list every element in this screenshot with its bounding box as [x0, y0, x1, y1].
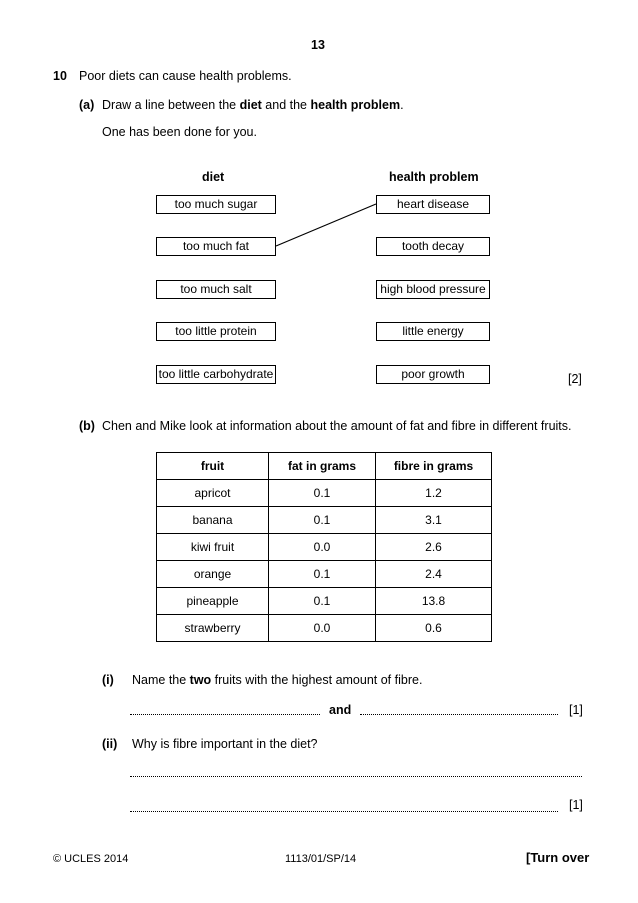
table-row [157, 534, 492, 561]
table-cell: 2.6 [376, 534, 492, 561]
instruction-text: and the [261, 98, 311, 112]
part-b-label: (b) [79, 419, 95, 433]
question-bold: two [189, 673, 212, 687]
diet-box[interactable]: too little protein [156, 322, 276, 341]
page-number: 13 [311, 38, 325, 52]
table-row [157, 588, 492, 615]
sub-ii-label: (ii) [102, 737, 118, 751]
instruction-bold-problem: health problem [310, 98, 401, 112]
question-number: 10 [53, 69, 67, 83]
table-cell: 3.1 [376, 507, 492, 534]
footer-copyright: © UCLES 2014 [53, 853, 129, 865]
answer-line-fruit-2[interactable] [360, 714, 558, 715]
sub-ii-marks: [1] [569, 798, 583, 812]
table-cell: 0.1 [269, 507, 376, 534]
diet-box[interactable]: too little carbohydrate [156, 365, 276, 384]
table-cell: 13.8 [376, 588, 492, 615]
table-row [157, 507, 492, 534]
diet-box[interactable]: too much salt [156, 280, 276, 299]
instruction-text: . [400, 98, 404, 112]
table-cell: banana [157, 507, 269, 534]
table-cell: 0.1 [269, 588, 376, 615]
sub-i-label: (i) [102, 673, 114, 687]
part-a-note: One has been done for you. [102, 125, 257, 139]
table-row [157, 615, 492, 642]
answer-line-fruit-1[interactable] [130, 714, 320, 715]
question-text: fruits with the highest amount of fibre. [211, 673, 423, 687]
part-b-intro: Chen and Mike look at information about the amount of fat and fibre in different fruits. [102, 419, 572, 433]
and-text: and [329, 703, 352, 717]
instruction-bold-diet: diet [239, 98, 262, 112]
table-header: fibre in grams [376, 453, 492, 480]
part-a-marks: [2] [568, 372, 582, 386]
table-cell: kiwi fruit [157, 534, 269, 561]
diet-box[interactable]: too much sugar [156, 195, 276, 214]
footer-turn-over: [Turn over [526, 850, 590, 865]
problem-box[interactable]: little energy [376, 322, 490, 341]
table-row [157, 561, 492, 588]
table-cell: 0.0 [269, 615, 376, 642]
table-cell: 1.2 [376, 480, 492, 507]
part-a-label: (a) [79, 98, 95, 112]
problem-box[interactable]: poor growth [376, 365, 490, 384]
table-cell: 0.1 [269, 561, 376, 588]
table-cell: 0.6 [376, 615, 492, 642]
question-text: Name the [132, 673, 190, 687]
answer-line-reason-2[interactable] [130, 811, 558, 812]
sub-i-question [132, 673, 422, 687]
table-cell: pineapple [157, 588, 269, 615]
sub-ii-question: Why is fibre important in the diet? [132, 737, 318, 751]
problem-box[interactable]: high blood pressure [376, 280, 490, 299]
diet-heading: diet [202, 170, 225, 184]
fruit-table [156, 452, 492, 642]
question-stem: Poor diets can cause health problems. [79, 69, 292, 83]
problem-heading: health problem [389, 170, 479, 184]
table-header: fat in grams [269, 453, 376, 480]
table-header-row [157, 453, 492, 480]
table-cell: 0.1 [269, 480, 376, 507]
diet-box[interactable]: too much fat [156, 237, 276, 256]
table-cell: strawberry [157, 615, 269, 642]
footer-code: 1113/01/SP/14 [285, 853, 357, 865]
table-cell: apricot [157, 480, 269, 507]
table-cell: 2.4 [376, 561, 492, 588]
table-header: fruit [157, 453, 269, 480]
table-cell: orange [157, 561, 269, 588]
sub-i-marks: [1] [569, 703, 583, 717]
instruction-text: Draw a line between the [102, 98, 240, 112]
table-row [157, 480, 492, 507]
table-cell: 0.0 [269, 534, 376, 561]
problem-box[interactable]: heart disease [376, 195, 490, 214]
answer-line-reason-1[interactable] [130, 776, 582, 777]
problem-box[interactable]: tooth decay [376, 237, 490, 256]
